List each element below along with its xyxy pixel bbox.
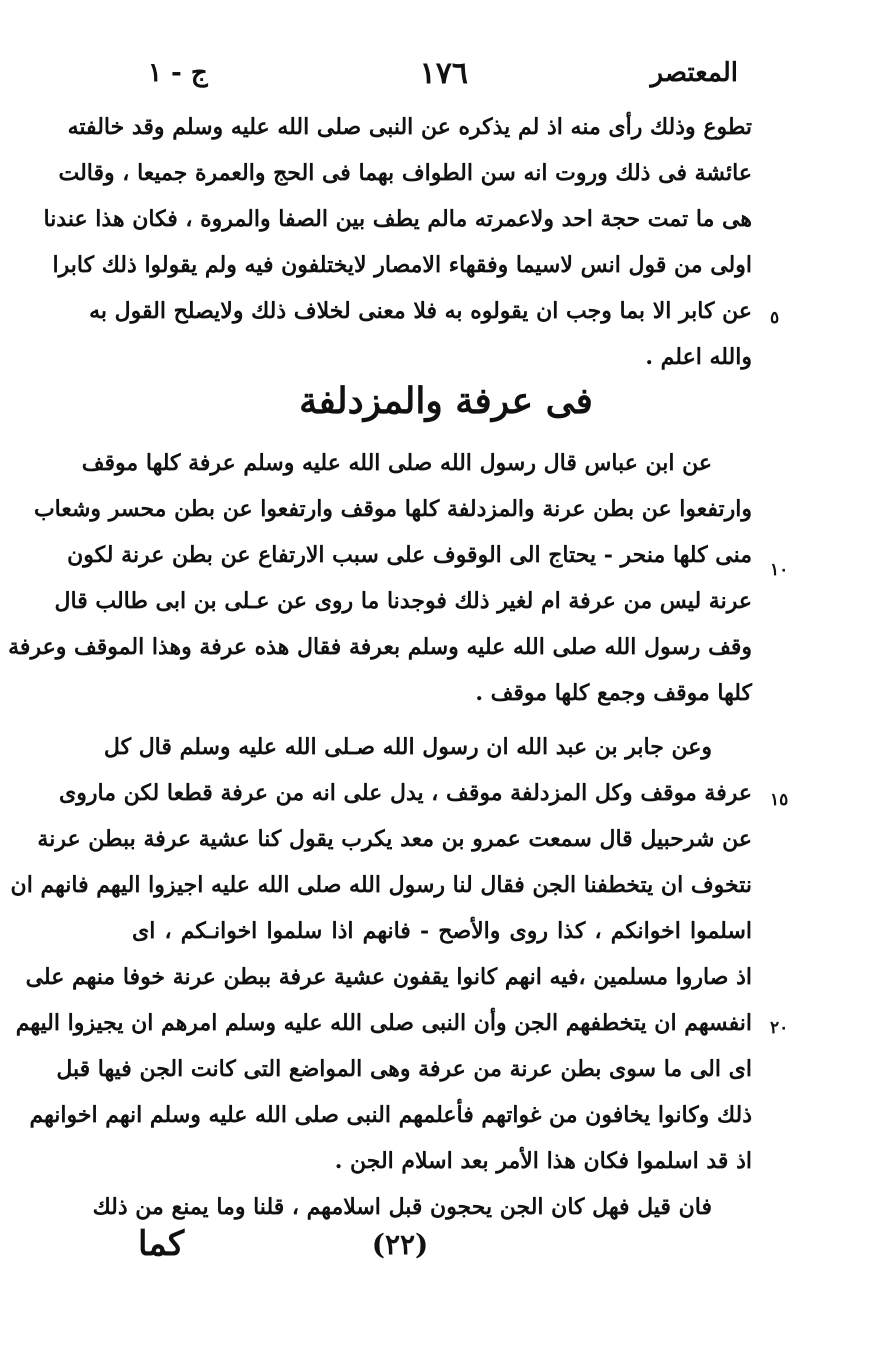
text-line: تطوع وذلك رأى منه اذ لم يذكره عن النبى صلى الله عليه وسلم وقد خالفته — [67, 114, 752, 140]
line-number: ١٠ — [770, 560, 789, 580]
page-header — [148, 58, 738, 98]
book-title: المعتصر — [650, 58, 738, 88]
text-line: اولى من قول انس لاسيما وفقهاء الامصار لايختلفون فيه ولم يقولوا ذلك كابرا — [52, 252, 752, 278]
line-number: ٢٠ — [770, 1018, 789, 1038]
section-title: فى عرفة والمزدلفة — [299, 380, 593, 422]
text-line: منى كلها منحر - يحتاج الى الوقوف على سبب الارتفاع عن بطن عرنة لكون — [67, 542, 752, 568]
text-line: عن كابر الا بما وجب ان يقولوه به فلا معنى لخلاف ذلك ولايصلح القول به — [89, 298, 752, 324]
line-number: ١٥ — [770, 790, 789, 810]
text-line: وقف رسول الله صلى الله عليه وسلم بعرفة فقال هذه عرفة وهذا الموقف وعرفة — [8, 634, 752, 660]
text-line: وارتفعوا عن بطن عرنة والمزدلفة كلها موقف وارتفعوا عن بطن محسر وشعاب — [33, 496, 752, 522]
text-line: عائشة فى ذلك وروت انه سن الطواف بهما فى الحج والعمرة جميعا ، وقالت — [58, 160, 752, 186]
text-line: اذ قد اسلموا فكان هذا الأمر بعد اسلام الجن . — [334, 1148, 752, 1174]
volume-label: ج - ١ — [148, 58, 208, 88]
signature-number: (٢٢) — [371, 1228, 429, 1261]
text-line: عرنة ليس من عرفة ام لغير ذلك فوجدنا ما روى عن عـلى بن ابى طالب قال — [54, 588, 752, 614]
text-line: هى ما تمت حجة احد ولاعمرته مالم يطف بين الصفا والمروة ، فكان هذا عندنا — [43, 206, 752, 232]
page-number: ١٧٦ — [419, 56, 468, 91]
text-line: عن ابن عباس قال رسول الله صلى الله عليه وسلم عرفة كلها موقف — [81, 450, 712, 476]
text-line: ذلك وكانوا يخافون من غواتهم فأعلمهم النبى صلى الله عليه وسلم انهم اخوانهم — [29, 1102, 752, 1128]
text-line: اسلموا اخوانكم ، كذا روى والأصح - فانهم اذا سلموا اخوانـكم ، اى — [132, 918, 752, 944]
catchword: كما — [138, 1224, 185, 1264]
text-line: والله اعلم . — [645, 344, 752, 370]
text-line: اذ صاروا مسلمين ،فيه انهم كانوا يقفون عشية عرفة ببطن عرنة خوفا منهم على — [25, 964, 752, 990]
text-line: نتخوف ان يتخطفنا الجن فقال لنا رسول الله صلى الله عليه اجيزوا اليهم فانهم ان — [10, 872, 752, 898]
text-line: عن شرحبيل قال سمعت عمرو بن معد يكرب يقول كنا عشية عرفة ببطن عرنة — [37, 826, 752, 852]
line-number: ٥ — [770, 308, 780, 328]
text-line: فان قيل فهل كان الجن يحجون قبل اسلامهم ، قلنا وما يمنع من ذلك — [92, 1194, 712, 1220]
text-line: اى الى ما سوى بطن عرنة من عرفة وهى المواضع التى كانت الجن فيها قبل — [56, 1056, 752, 1082]
text-line: انفسهم ان يتخطفهم الجن وأن النبى صلى الله عليه وسلم امرهم ان يجيزوا اليهم — [15, 1010, 752, 1036]
text-line: وعن جابر بن عبد الله ان رسول الله صـلى الله عليه وسلم قال كل — [103, 734, 712, 760]
text-line: عرفة موقف وكل المزدلفة موقف ، يدل على انه من عرفة قطعا لكن ماروى — [59, 780, 752, 806]
text-line: كلها موقف وجمع كلها موقف . — [475, 680, 752, 706]
